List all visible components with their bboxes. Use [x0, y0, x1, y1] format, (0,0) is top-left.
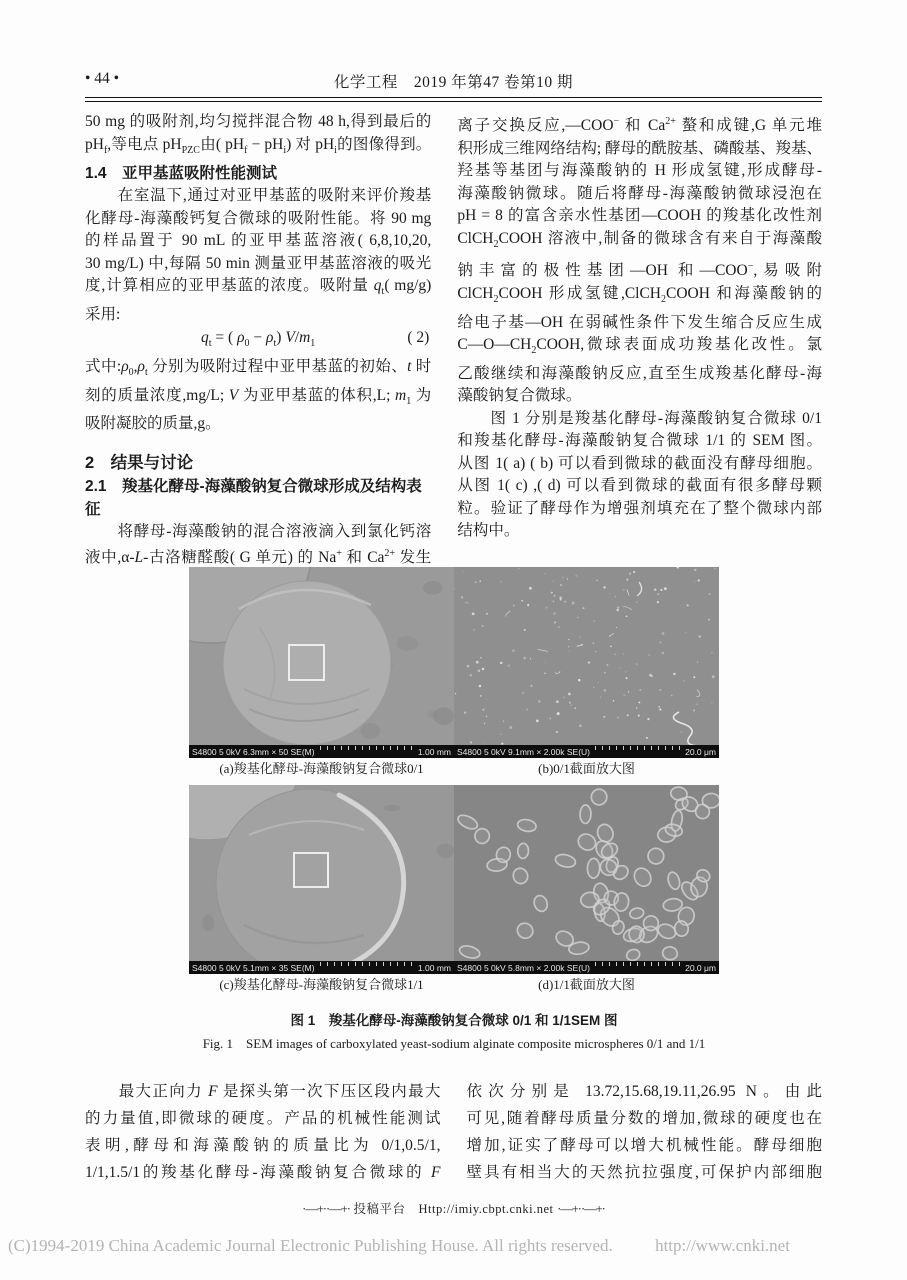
text-line: 可见,随着酵母质量分数的增加,微球的硬度也在: [466, 1110, 822, 1127]
text-line: 依次分别是 13.72,15.68,19.11,26.95 N。由此: [466, 1083, 822, 1100]
text-line: 30 mg/L) 中,每隔 50 min 测量亚甲基蓝溶液的吸光: [85, 254, 432, 272]
sem-meta-text: S4800 5 0kV 9.1mm × 2.00k SE(U): [457, 746, 590, 757]
text-line: 吸附凝胶的质量,g。: [85, 415, 221, 433]
sem-image-cross-section-1-1: [454, 785, 719, 961]
text-line: 壁具有相当大的天然抗拉强度,可保护内部细胞: [466, 1164, 822, 1181]
text-line: 羟基等基团与海藻酸钠的 H 形成氢键,形成酵母-: [457, 162, 822, 180]
scale-label: 1.00 mm: [417, 746, 451, 757]
equation-number: ( 2): [407, 329, 430, 347]
platform-text: 投稿平台 Http://imiy.cbpt.cnki.net: [353, 1202, 554, 1216]
scale-label: 20.0 μm: [685, 962, 716, 973]
sem-info-bar-c: [189, 961, 454, 974]
panel-caption-c: (c)羧基化酵母-海藻酸钠复合微球1/1: [219, 977, 424, 992]
text-line: 1/1,1.5/1的羧基化酵母-海藻酸钠复合微球的 F: [85, 1164, 441, 1181]
sem-row-bottom: [189, 785, 719, 974]
sem-meta-text: S4800 5 0kV 6.3mm × 50 SE(M): [192, 746, 315, 757]
text-line: 海藻酸钠微球。随后将酵母-海藻酸钠微球浸泡在: [457, 184, 822, 202]
right-column: [457, 111, 822, 570]
text-line: 结构中。: [457, 522, 520, 540]
text-line: 的样品置于 90 mL 的亚甲基蓝溶液( 6,8,10,20,: [85, 232, 432, 250]
text-line: 刻的质量浓度,mg/L; V 为亚甲基蓝的体积,L; $m_1$ 为: [85, 386, 432, 407]
sem-info-bar-a: [189, 745, 454, 758]
footer-ornament-icon: ·—+··—+·: [302, 1202, 350, 1216]
scale-ruler-icon: [320, 746, 413, 750]
panel-caption-b: (b)0/1截面放大图: [538, 761, 635, 776]
caption-row-bottom: [189, 974, 719, 996]
sem-panel-a: [189, 567, 454, 758]
copyright-line: [8, 1236, 899, 1256]
text-line: 图 1 分别是羧基化酵母-海藻酸钠复合微球 0/1: [457, 409, 822, 427]
scale-ruler-icon: [595, 962, 680, 966]
section-heading-1-4: 1.4 亚甲基蓝吸附性能测试: [85, 165, 278, 183]
text-line: 藻酸钠复合微球。: [457, 387, 582, 405]
footer-platform-line: [0, 1199, 907, 1217]
text-line: 式中$:\rho_0,\rho_t$ 分别为吸附过程中亚甲基蓝的初始、t 时: [85, 358, 432, 379]
sem-image-cross-section-0-1: [454, 567, 719, 745]
body-columns: [85, 111, 822, 570]
text-line: $pH_f$,等电点 $pH_{PZC}$由( $pH_f - pH_i$) 对 $pH_i$的图像得到。: [85, 135, 432, 156]
equation-body: $q_t$ = ( $\rho_0 - \rho_t$) $V/m_1$: [201, 329, 316, 350]
sem-info-bar-b: [454, 745, 719, 758]
text-line: ClCH$_2$COOH 溶液中,制备的微球含有来自于海藻酸: [457, 229, 822, 250]
journal-title: 化学工程 2019 年第47 卷第10 期: [333, 74, 574, 91]
paragraph: [85, 356, 431, 436]
sem-row-top: [189, 567, 719, 758]
sem-panel-b: [454, 567, 719, 758]
panel-caption-a: (a)羧基化酵母-海藻酸钠复合微球0/1: [219, 761, 424, 776]
text-line: 给电子基—OH 在弱碱性条件下发生缩合反应生成: [457, 313, 822, 331]
text-line: $C—O—CH_2COOH$,微球表面成功羧基化改性。氯: [457, 336, 822, 357]
header-divider: [85, 97, 822, 102]
page-header: [85, 70, 822, 92]
bottom-left-column: [85, 1078, 441, 1186]
text-line: 从图 1( c) ,( d) 可以看到微球的截面有很多酵母颗: [457, 477, 822, 495]
scale-label: 1.00 mm: [417, 962, 451, 973]
text-line: 最大正向力 F 是探头第一次下压区段内最大: [85, 1083, 441, 1100]
copyright-url: http://www.cnki.net: [655, 1236, 790, 1255]
section-heading-2: 2 结果与讨论: [85, 453, 194, 472]
text-line: 化酵母-海藻酸钙复合微球的吸附性能。将 90 mg: [85, 209, 432, 227]
text-line: 液中,α-L-古洛糖醛酸( G 单元) 的 Na+ 和 $Ca^{2+}$ 发生: [85, 548, 432, 567]
copyright-notice: (C)1994-2019 China Academic Journal Electronic Publishing House. All rights reserved.: [8, 1236, 613, 1255]
text-line: 将酵母-海藻酸钠的混合溶液滴入到氯化钙溶: [85, 522, 432, 540]
text-line: 50 mg 的吸附剂,均匀搅拌混合物 48 h,得到最后的: [85, 113, 432, 130]
paragraph: [457, 111, 822, 408]
text-line: 积形成三维网络结构; 酵母的酰胺基、磷酸基、羧基、: [457, 139, 822, 157]
sem-info-bar-d: [454, 961, 719, 974]
sem-image-microsphere-0-1: [189, 567, 454, 745]
panel-caption-d: (d)1/1截面放大图: [538, 977, 635, 992]
sem-panel-c: [189, 785, 454, 974]
footer-ornament-icon: ·—+··—+·: [557, 1202, 605, 1216]
paragraph: [85, 521, 431, 570]
text-line: 增加,证实了酵母可以增大机械性能。酵母细胞: [466, 1137, 822, 1154]
bottom-right-column: [467, 1078, 823, 1186]
text-line: 表明,酵母和海藻酸钠的质量比为 0/1,0.5/1,: [85, 1137, 441, 1154]
text-line: 从图 1( a) ( b) 可以看到微球的截面没有酵母细胞。: [457, 454, 822, 472]
text-line: ClCH$_2$COOH 形成氢键,ClCH$_2$COOH 和海藻酸钠的: [457, 284, 822, 305]
sem-meta-text: S4800 5 0kV 5.8mm × 2.00k SE(U): [457, 962, 590, 973]
paragraph: [85, 185, 431, 326]
figure-1: [189, 567, 719, 1054]
equation-2: [85, 326, 431, 356]
left-column: [85, 111, 431, 570]
bottom-columns: [85, 1078, 822, 1186]
sem-panel-d: [454, 785, 719, 974]
text-line: 度,计算相应的亚甲基蓝的浓度。吸附量 $q_t$( mg/g): [85, 277, 432, 298]
text-line: 和羧基化酵母-海藻酸钠复合微球 1/1 的 SEM 图。: [457, 432, 822, 450]
figure-caption-zh: 图 1 羧基化酵母-海藻酸钠复合微球 0/1 和 1/1SEM 图: [290, 1013, 618, 1028]
sem-image-microsphere-1-1: [189, 785, 454, 961]
text-line: 钠丰富的极性基团—OH 和—COO−,易吸附: [457, 261, 822, 280]
section-heading-2-1: 2.1 羧基化酵母-海藻酸钠复合微球形成及结构表征: [85, 477, 422, 518]
text-line: 采用:: [85, 305, 121, 323]
sem-meta-text: S4800 5 0kV 5.1mm × 35 SE(M): [192, 962, 315, 973]
page-number: • 44 •: [85, 70, 120, 87]
text-line: 的力量值,即微球的硬度。产品的机械性能测试: [85, 1110, 441, 1127]
scale-ruler-icon: [320, 962, 413, 966]
paragraph: [457, 408, 822, 543]
text-line: 粒。验证了酵母作为增强剂填充在了整个微球内部: [457, 499, 822, 517]
caption-row-top: [189, 758, 719, 780]
text-line: 离子交换反应,—COO− 和 $Ca^{2+}$ 螯和成键,G 单元堆: [457, 116, 822, 135]
text-line: 乙酸继续和海藻酸钠反应,直至生成羧基化酵母-海: [457, 364, 822, 382]
text-line: pH = 8 的富含亲水性基团—COOH 的羧基化改性剂: [457, 207, 822, 225]
paragraph: [85, 111, 431, 162]
text-line: 在室温下,通过对亚甲基蓝的吸附来评价羧基: [85, 187, 432, 205]
figure-caption-en: Fig. 1 SEM images of carboxylated yeast-sodium alginate composite microspheres 0/1 and 1/1: [202, 1036, 706, 1051]
scale-ruler-icon: [595, 746, 680, 750]
scale-label: 20.0 μm: [685, 746, 716, 757]
